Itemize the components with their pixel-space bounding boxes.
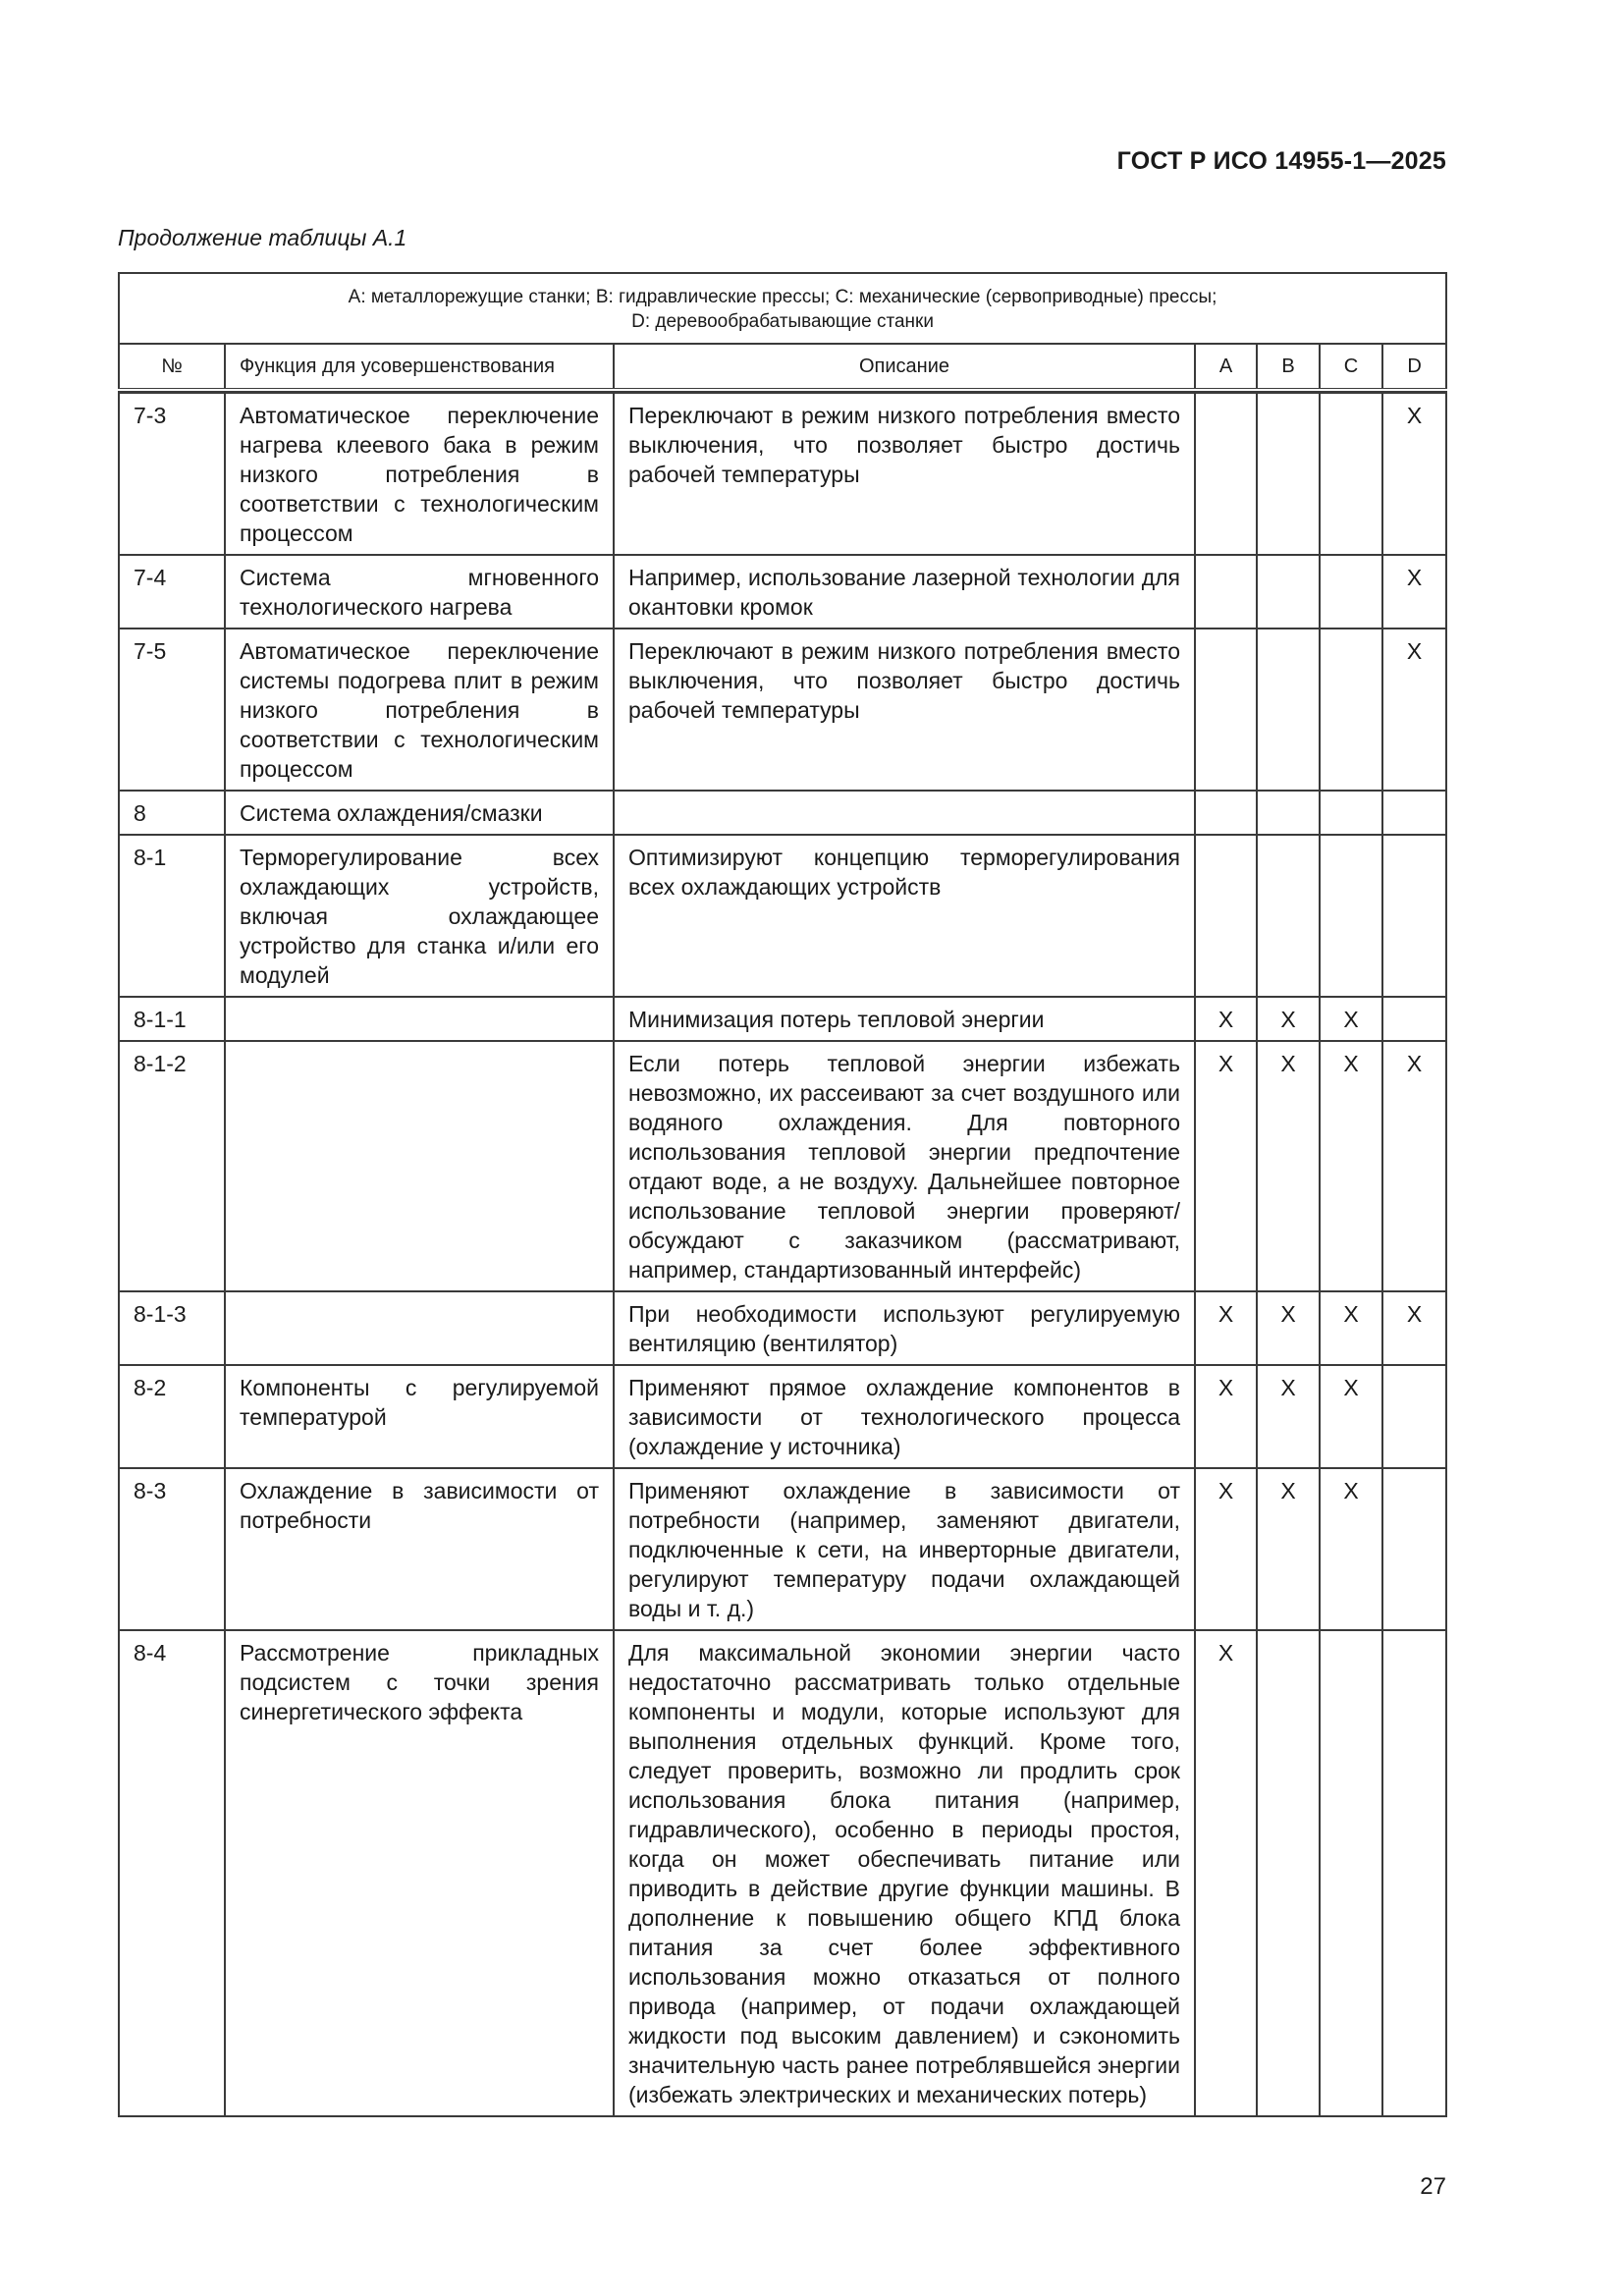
cell-function: Автоматическое переключение системы подогрева плит в режим низкого потребления в соответствии с технологическим процессом	[225, 629, 614, 791]
table-caption: Продолжение таблицы А.1	[118, 225, 407, 250]
cell-number: 8-1-2	[119, 1041, 225, 1291]
table-row	[119, 555, 1446, 629]
cell-mark-b	[1257, 629, 1320, 791]
cell-mark-b	[1257, 835, 1320, 997]
table-row	[119, 393, 1446, 555]
cell-mark-a	[1195, 555, 1257, 629]
cell-mark-d: X	[1382, 555, 1446, 629]
document-id: ГОСТ Р ИСО 14955-1—2025	[1116, 147, 1446, 175]
cell-number: 8-3	[119, 1468, 225, 1630]
cell-mark-b: X	[1257, 1365, 1320, 1468]
table-row	[119, 1041, 1446, 1291]
cell-mark-b: X	[1257, 1291, 1320, 1365]
cell-mark-b: X	[1257, 1041, 1320, 1291]
column-header-c: C	[1320, 344, 1382, 390]
cell-number: 7-3	[119, 393, 225, 555]
column-header-b: B	[1257, 344, 1320, 390]
cell-description: Оптимизируют концепцию терморегулирования всех охлаждающих устройств	[614, 835, 1195, 997]
table-row	[119, 835, 1446, 997]
cell-mark-b: X	[1257, 997, 1320, 1041]
cell-mark-c	[1320, 629, 1382, 791]
cell-mark-d	[1382, 835, 1446, 997]
page-number: 27	[1420, 2173, 1446, 2200]
column-header-number: №	[119, 344, 225, 390]
cell-description: Применяют прямое охлаждение компонентов в зависимости от технологического процесса (охлаждение у источника)	[614, 1365, 1195, 1468]
table-row	[119, 1365, 1446, 1468]
table-row	[119, 997, 1446, 1041]
cell-mark-b	[1257, 791, 1320, 835]
cell-number: 8-1-1	[119, 997, 225, 1041]
cell-mark-d	[1382, 791, 1446, 835]
cell-mark-d: X	[1382, 1291, 1446, 1365]
table-row	[119, 1291, 1446, 1365]
column-header-d: D	[1382, 344, 1446, 390]
cell-mark-c	[1320, 835, 1382, 997]
cell-description: Переключают в режим низкого потребления вместо выключения, что позволяет быстро достичь рабочей температуры	[614, 393, 1195, 555]
cell-function	[225, 997, 614, 1041]
cell-mark-a: X	[1195, 1468, 1257, 1630]
cell-function	[225, 1041, 614, 1291]
column-header-function: Функция для усовершенствования	[225, 344, 614, 390]
cell-function: Рассмотрение прикладных подсистем с точки зрения синергетического эффекта	[225, 1630, 614, 2116]
cell-mark-b	[1257, 1630, 1320, 2116]
cell-mark-a	[1195, 835, 1257, 997]
cell-mark-c: X	[1320, 1468, 1382, 1630]
cell-number: 8	[119, 791, 225, 835]
cell-mark-c	[1320, 393, 1382, 555]
cell-description: Минимизация потерь тепловой энергии	[614, 997, 1195, 1041]
cell-mark-a	[1195, 791, 1257, 835]
table-legend	[119, 273, 1446, 344]
cell-description: Переключают в режим низкого потребления вместо выключения, что позволяет быстро достичь рабочей температуры	[614, 629, 1195, 791]
cell-mark-a	[1195, 393, 1257, 555]
column-header-row	[119, 344, 1446, 390]
legend-line-1: А: металлорежущие станки; В: гидравлические прессы; С: механические (сервоприводные) прессы;	[348, 287, 1217, 307]
cell-mark-a: X	[1195, 1291, 1257, 1365]
cell-description: Для максимальной экономии энергии часто недостаточно рассматривать только отдельные компоненты и модули, которые используют для выполнения отдельных функций. Кроме того, следует проверить, возможно ли продлить срок использования блока питания (например, гидравлического), особенно в периоды простоя, когда он может обеспечивать питание или приводить в действие другие функции машины. В дополнение к повышению общего КПД блока питания за счет более эффективного использования можно отказаться от полного привода (например, от подачи охлаждающей жидкости под высоким давлением) и сэкономить значительную часть ранее потреблявшейся энергии (избежать электрических и механических потерь)	[614, 1630, 1195, 2116]
cell-mark-d	[1382, 997, 1446, 1041]
table-row	[119, 1468, 1446, 1630]
cell-mark-d	[1382, 1468, 1446, 1630]
column-header-a: A	[1195, 344, 1257, 390]
cell-mark-c: X	[1320, 1291, 1382, 1365]
cell-function: Компоненты с регулируемой температурой	[225, 1365, 614, 1468]
table-row	[119, 791, 1446, 835]
cell-number: 7-4	[119, 555, 225, 629]
table-row	[119, 1630, 1446, 2116]
cell-mark-a: X	[1195, 997, 1257, 1041]
cell-mark-b: X	[1257, 1468, 1320, 1630]
cell-mark-d: X	[1382, 393, 1446, 555]
cell-mark-a: X	[1195, 1630, 1257, 2116]
cell-mark-c	[1320, 791, 1382, 835]
cell-mark-a	[1195, 629, 1257, 791]
cell-mark-c	[1320, 555, 1382, 629]
cell-mark-c	[1320, 1630, 1382, 2116]
table-row	[119, 629, 1446, 791]
cell-description: Применяют охлаждение в зависимости от потребности (например, заменяют двигатели, подключенные к сети, на инверторные двигатели, регулируют температуру подачи охлаждающей воды и т. д.)	[614, 1468, 1195, 1630]
cell-function: Терморегулирование всех охлаждающих устройств, включая охлаждающее устройство для станка и/или его модулей	[225, 835, 614, 997]
cell-description: При необходимости используют регулируемую вентиляцию (вентилятор)	[614, 1291, 1195, 1365]
cell-mark-a: X	[1195, 1365, 1257, 1468]
cell-mark-d	[1382, 1365, 1446, 1468]
cell-mark-d: X	[1382, 629, 1446, 791]
cell-function	[225, 1291, 614, 1365]
cell-function: Автоматическое переключение нагрева клеевого бака в режим низкого потребления в соответствии с технологическим процессом	[225, 393, 614, 555]
cell-description	[614, 791, 1195, 835]
cell-number: 8-1-3	[119, 1291, 225, 1365]
cell-number: 8-4	[119, 1630, 225, 2116]
cell-mark-c: X	[1320, 1041, 1382, 1291]
cell-mark-d: X	[1382, 1041, 1446, 1291]
cell-description: Если потерь тепловой энергии избежать невозможно, их рассеивают за счет воздушного или водяного охлаждения. Для повторного использования тепловой энергии предпочтение отдают воде, а не воздуху. Дальнейшее повторное использование тепловой энергии проверяют/обсуждают с заказчиком (рассматривают, например, стандартизованный интерфейс)	[614, 1041, 1195, 1291]
cell-number: 8-2	[119, 1365, 225, 1468]
cell-description: Например, использование лазерной технологии для окантовки кромок	[614, 555, 1195, 629]
cell-mark-c: X	[1320, 997, 1382, 1041]
cell-number: 8-1	[119, 835, 225, 997]
cell-mark-b	[1257, 555, 1320, 629]
cell-mark-a: X	[1195, 1041, 1257, 1291]
cell-mark-c: X	[1320, 1365, 1382, 1468]
requirements-table	[118, 272, 1447, 2117]
cell-number: 7-5	[119, 629, 225, 791]
cell-function: Система охлаждения/смазки	[225, 791, 614, 835]
cell-function: Система мгновенного технологического нагрева	[225, 555, 614, 629]
column-header-description: Описание	[614, 344, 1195, 390]
table-body	[119, 390, 1446, 2116]
cell-mark-b	[1257, 393, 1320, 555]
legend-line-2: D: деревообрабатывающие станки	[631, 311, 934, 332]
cell-mark-d	[1382, 1630, 1446, 2116]
cell-function: Охлаждение в зависимости от потребности	[225, 1468, 614, 1630]
